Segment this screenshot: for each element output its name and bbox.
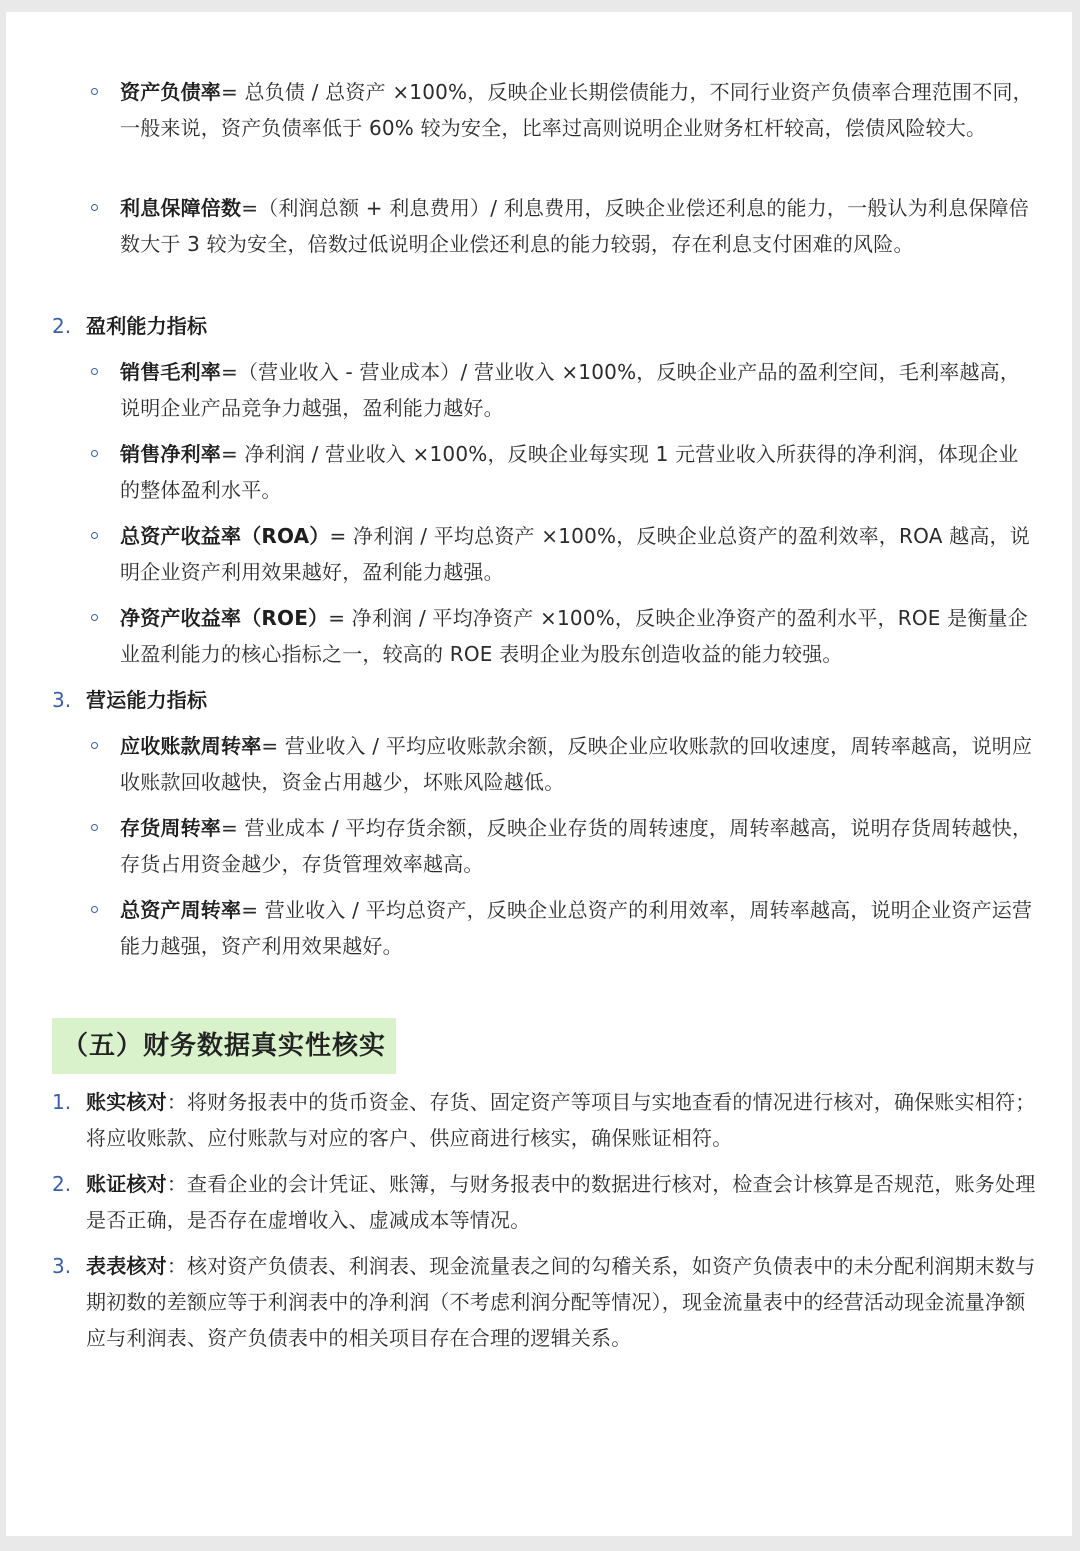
term: 总资产周转率 <box>120 898 242 922</box>
circle-bullet-icon <box>90 728 102 764</box>
circle-bullet-icon <box>90 190 102 226</box>
section-heading-verification: （五）财务数据真实性核实 <box>52 1018 396 1074</box>
description: ：将财务报表中的货币资金、存货、固定资产等项目与实地查看的情况进行核对，确保账实相符；将应收账款、应付账款与对应的客户、供应商进行核实，确保账证相符。 <box>86 1090 1036 1150</box>
term: 销售毛利率 <box>120 360 221 384</box>
section-title: 盈利能力指标 <box>86 314 208 338</box>
circle-bullet-icon <box>90 518 102 554</box>
list-number: 2. <box>52 1172 72 1196</box>
section-title: 营运能力指标 <box>86 688 208 712</box>
document-page <box>6 12 1072 1536</box>
term: 表表核对 <box>86 1254 167 1278</box>
term: 存货周转率 <box>120 816 221 840</box>
description: = 营业收入 / 平均总资产，反映企业总资产的利用效率，周转率越高，说明企业资产运营能力越强，资产利用效果越好。 <box>120 898 1033 958</box>
circle-bullet-icon <box>90 810 102 846</box>
term: 总资产收益率（ROA） <box>120 524 330 548</box>
term: 账实核对 <box>86 1090 167 1114</box>
description: = 净利润 / 平均净资产 ×100%，反映企业净资产的盈利水平，ROE 是衡量企业盈利能力的核心指标之一，较高的 ROE 表明企业为股东创造收益的能力较强。 <box>120 606 1028 666</box>
term: 利息保障倍数 <box>120 196 242 220</box>
circle-bullet-icon <box>90 600 102 636</box>
description: = 净利润 / 平均总资产 ×100%，反映企业总资产的盈利效率，ROA 越高，说明企业资产利用效果越好，盈利能力越强。 <box>120 524 1030 584</box>
list-number: 3. <box>52 688 72 712</box>
term: 应收账款周转率 <box>120 734 262 758</box>
circle-bullet-icon <box>90 354 102 390</box>
term: 净资产收益率（ROE） <box>120 606 329 630</box>
description: ：查看企业的会计凭证、账簿，与财务报表中的数据进行核对，检查会计核算是否规范，账务处理是否正确，是否存在虚增收入、虚减成本等情况。 <box>86 1172 1036 1232</box>
term: 销售净利率 <box>120 442 221 466</box>
description: = 营业收入 / 平均应收账款余额，反映企业应收账款的回收速度，周转率越高，说明应收账款回收越快，资金占用越少，坏账风险越低。 <box>120 734 1033 794</box>
term: 资产负债率 <box>120 80 221 104</box>
circle-bullet-icon <box>90 436 102 472</box>
description: ：核对资产负债表、利润表、现金流量表之间的勾稽关系，如资产负债表中的未分配利润期末数与期初数的差额应等于利润表中的净利润（不考虑利润分配等情况），现金流量表中的经营活动现金流量净额应与利润表、资产负债表中的相关项目存在合理的逻辑关系。 <box>86 1254 1036 1350</box>
page-bottom-edge <box>0 1536 1080 1551</box>
list-number: 3. <box>52 1254 72 1278</box>
list-number: 1. <box>52 1090 72 1114</box>
description: =（营业收入 - 营业成本）/ 营业收入 ×100%，反映企业产品的盈利空间，毛利率越高，说明企业产品竞争力越强，盈利能力越好。 <box>120 360 1021 420</box>
description: = 总负债 / 总资产 ×100%，反映企业长期偿债能力，不同行业资产负债率合理范围不同，一般来说，资产负债率低于 60% 较为安全，比率过高则说明企业财务杠杆较高，偿债风险较大。 <box>120 80 1033 140</box>
circle-bullet-icon <box>90 74 102 110</box>
description: = 净利润 / 营业收入 ×100%，反映企业每实现 1 元营业收入所获得的净利润，体现企业的整体盈利水平。 <box>120 442 1019 502</box>
term: 账证核对 <box>86 1172 167 1196</box>
list-number: 2. <box>52 314 72 338</box>
description: = 营业成本 / 平均存货余额，反映企业存货的周转速度，周转率越高，说明存货周转越快，存货占用资金越少，存货管理效率越高。 <box>120 816 1033 876</box>
description: =（利润总额 + 利息费用）/ 利息费用，反映企业偿还利息的能力，一般认为利息保障倍数大于 3 较为安全，倍数过低说明企业偿还利息的能力较弱，存在利息支付困难的风险。 <box>120 196 1029 256</box>
circle-bullet-icon <box>90 892 102 928</box>
